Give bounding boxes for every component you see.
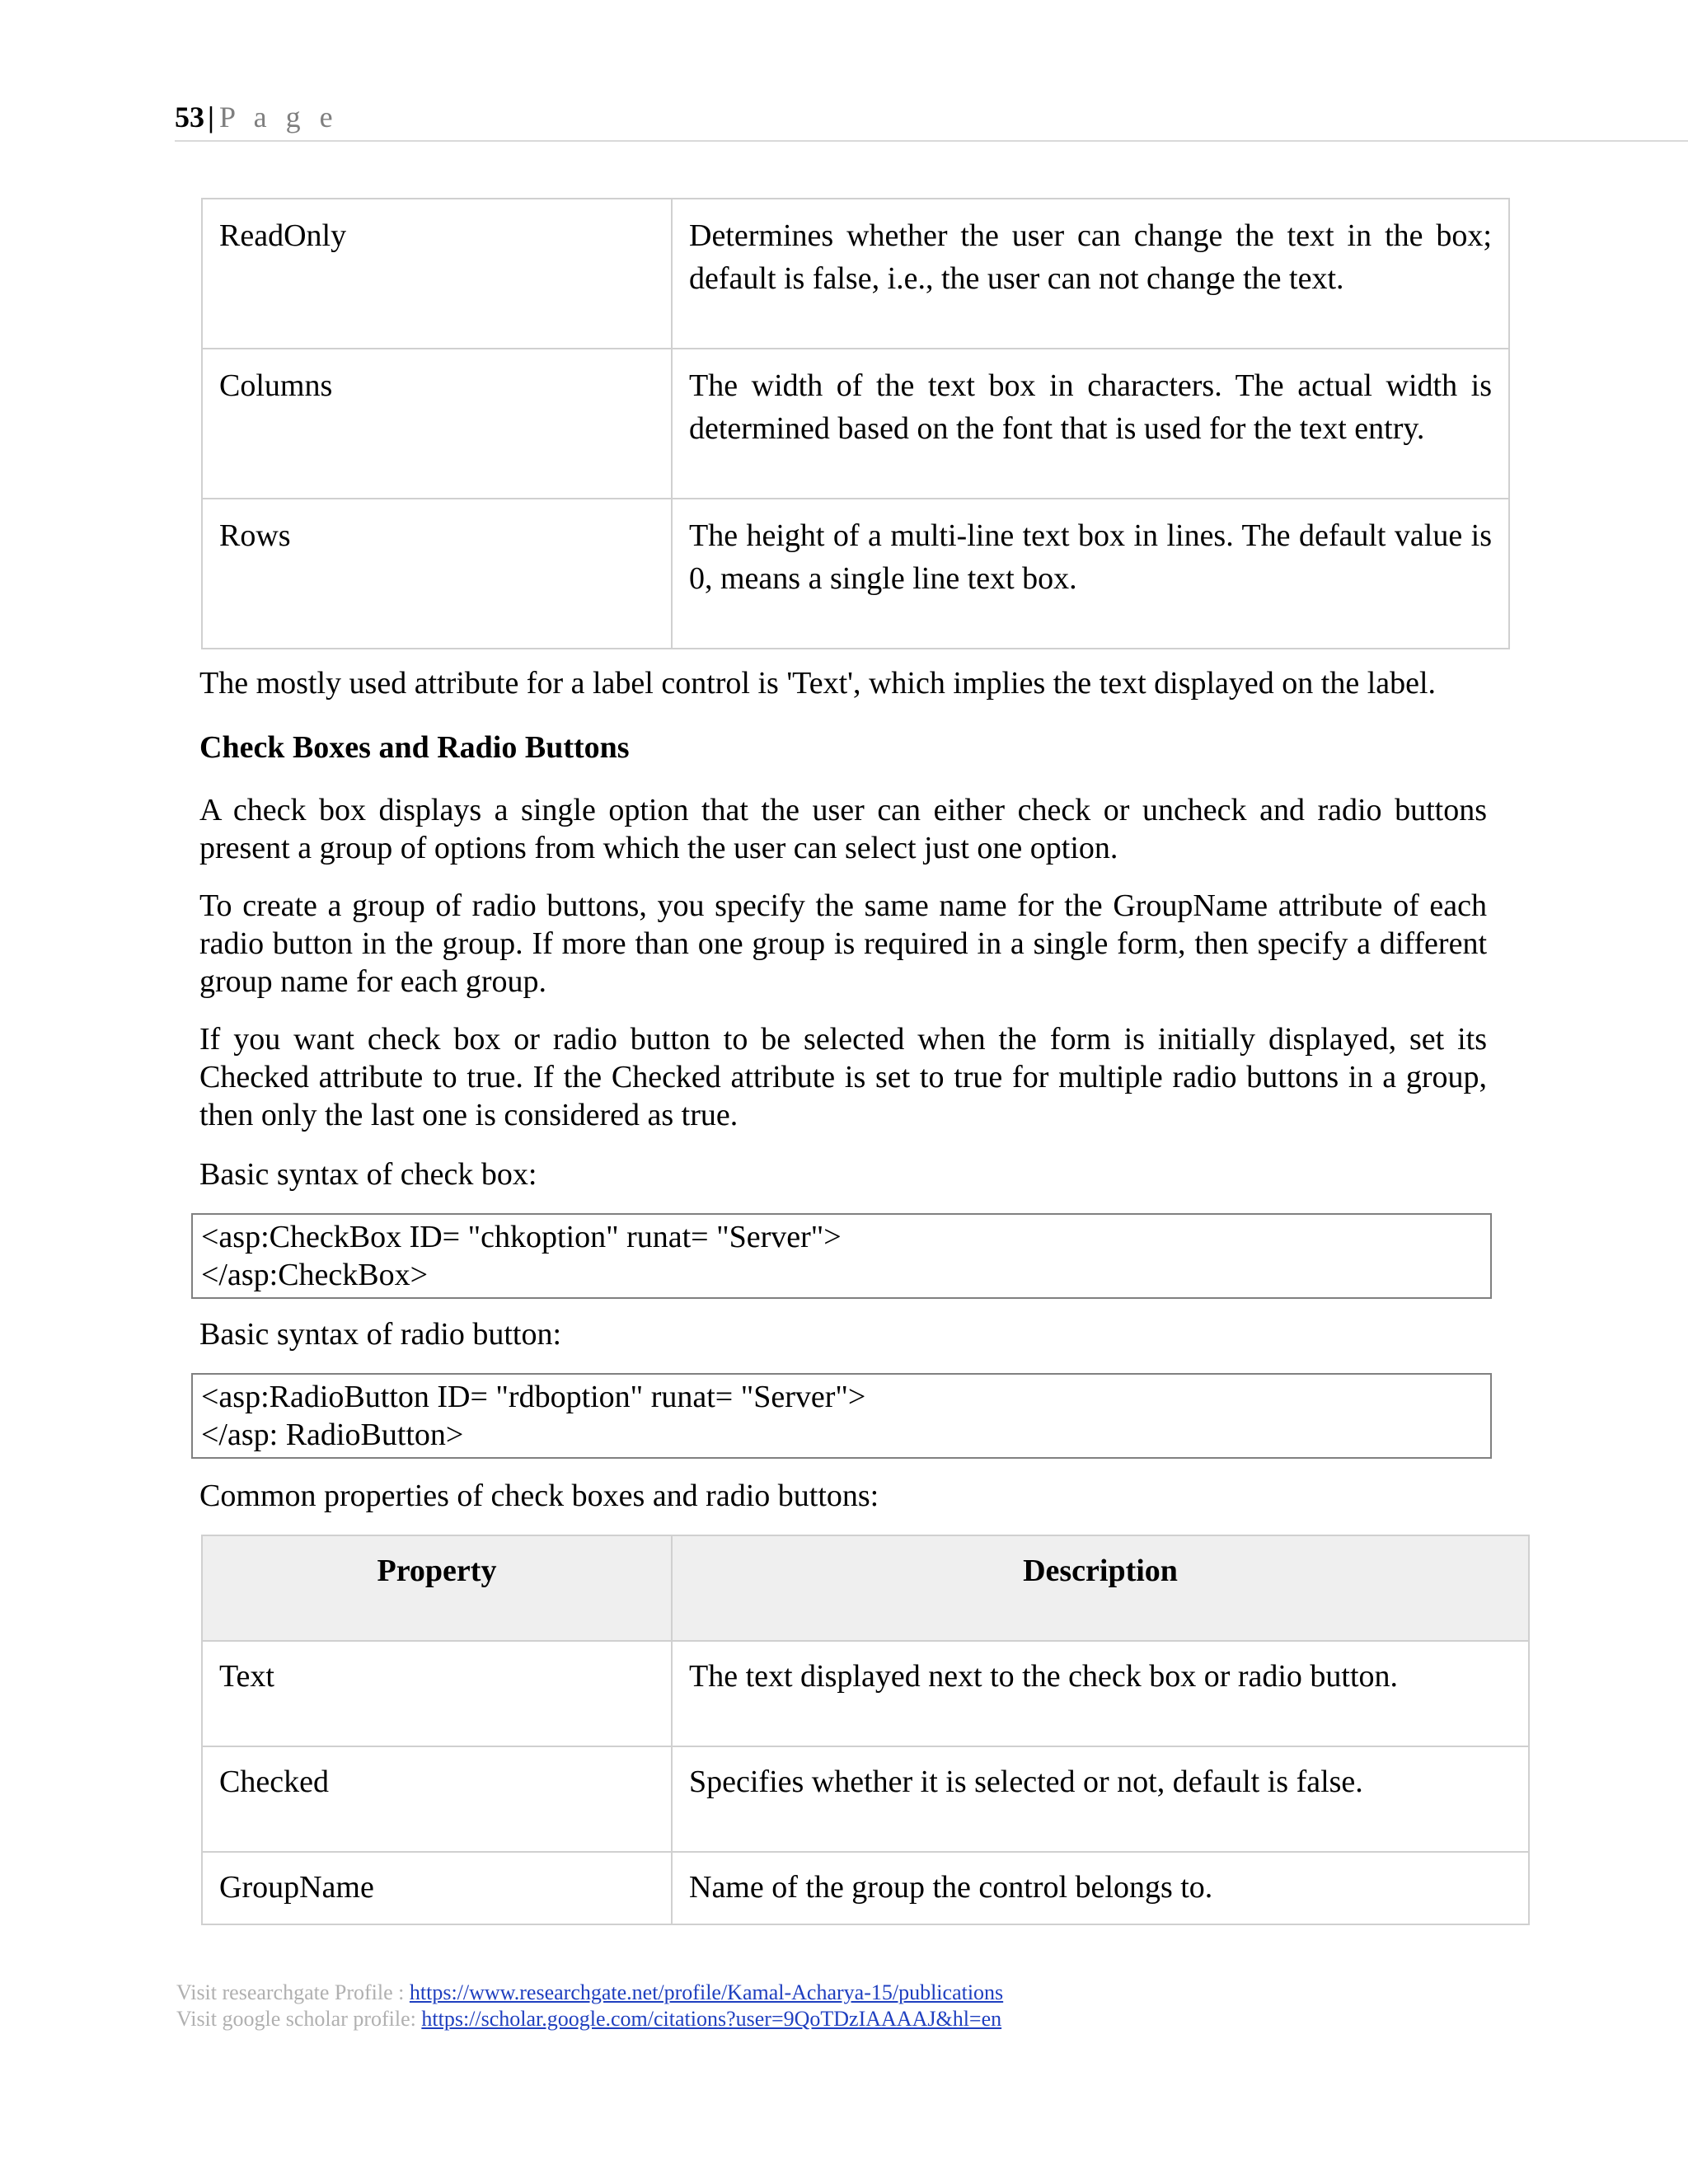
- description-header: Description: [672, 1535, 1529, 1641]
- table-row: [202, 1852, 1529, 1924]
- property-header: Property: [202, 1535, 672, 1641]
- common-props-label: Common properties of check boxes and radio buttons:: [199, 1479, 879, 1513]
- paragraph: If you want check box or radio button to be selected when the form is initially displayed, set its Checked attribute to true. If the Checked attribute is set to true for multiple radio buttons in a group, then only the last one is considered as true.: [199, 1022, 1487, 1132]
- description-cell: Specifies whether it is selected or not, default is false.: [672, 1746, 1529, 1852]
- table-row: [202, 349, 1509, 499]
- radio-code-box: [191, 1373, 1492, 1459]
- textbox-properties-table: [201, 198, 1510, 649]
- checkbox-syntax-label: Basic syntax of check box:: [199, 1157, 537, 1192]
- code-line: <asp:CheckBox ID= "chkoption" runat= "Server">: [201, 1220, 842, 1254]
- checkbox-properties-table: [201, 1535, 1530, 1925]
- scholar-label: Visit google scholar profile:: [176, 2007, 422, 2031]
- page-word: P a g e: [218, 101, 339, 134]
- code-line: </asp:CheckBox>: [201, 1258, 429, 1292]
- page-footer: [176, 1980, 1003, 2032]
- property-cell: Rows: [202, 499, 672, 649]
- property-cell: Checked: [202, 1746, 672, 1852]
- label-note: The mostly used attribute for a label control is 'Text', which implies the text displayed on the label.: [199, 666, 1437, 701]
- code-line: </asp: RadioButton>: [201, 1418, 464, 1452]
- property-cell: ReadOnly: [202, 199, 672, 349]
- researchgate-label: Visit researchgate Profile :: [176, 1980, 410, 2004]
- researchgate-link[interactable]: https://www.researchgate.net/profile/Kamal-Acharya-15/publications: [409, 1980, 1004, 2004]
- paragraph: A check box displays a single option that the user can either check or uncheck and radio buttons present a group of options from which the user can select just one option.: [199, 793, 1487, 865]
- radio-syntax-label: Basic syntax of radio button:: [199, 1317, 562, 1352]
- property-cell: Columns: [202, 349, 672, 499]
- page-separator: |: [208, 101, 214, 134]
- property-cell: GroupName: [202, 1852, 672, 1924]
- code-line: <asp:RadioButton ID= "rdboption" runat= "Server">: [201, 1380, 866, 1414]
- page-number: 53: [175, 101, 204, 134]
- checkbox-code-box: [191, 1213, 1492, 1299]
- scholar-link[interactable]: https://scholar.google.com/citations?user=9QoTDzIAAAAJ&hl=en: [421, 2007, 1002, 2031]
- scholar-line: [176, 2006, 1003, 2032]
- table-row: [202, 199, 1509, 349]
- table-row: [202, 1641, 1529, 1746]
- description-cell: The width of the text box in characters. The actual width is determined based on the font that is used for the text entry.: [672, 349, 1509, 499]
- property-cell: Text: [202, 1641, 672, 1746]
- table-row: [202, 1746, 1529, 1852]
- description-cell: The height of a multi-line text box in lines. The default value is 0, means a single line text box.: [672, 499, 1509, 649]
- table-header-row: [202, 1535, 1529, 1641]
- description-cell: Name of the group the control belongs to.: [672, 1852, 1529, 1924]
- paragraph: To create a group of radio buttons, you specify the same name for the GroupName attribute of each radio button in the group. If more than one group is required in a single form, then specify a different group name for each group.: [199, 888, 1487, 999]
- description-cell: Determines whether the user can change the text in the box; default is false, i.e., the user can not change the text.: [672, 199, 1509, 349]
- researchgate-line: [176, 1980, 1003, 2006]
- section-heading: Check Boxes and Radio Buttons: [199, 730, 630, 765]
- page-header: [175, 97, 1688, 142]
- description-cell: The text displayed next to the check box or radio button.: [672, 1641, 1529, 1746]
- table-row: [202, 499, 1509, 649]
